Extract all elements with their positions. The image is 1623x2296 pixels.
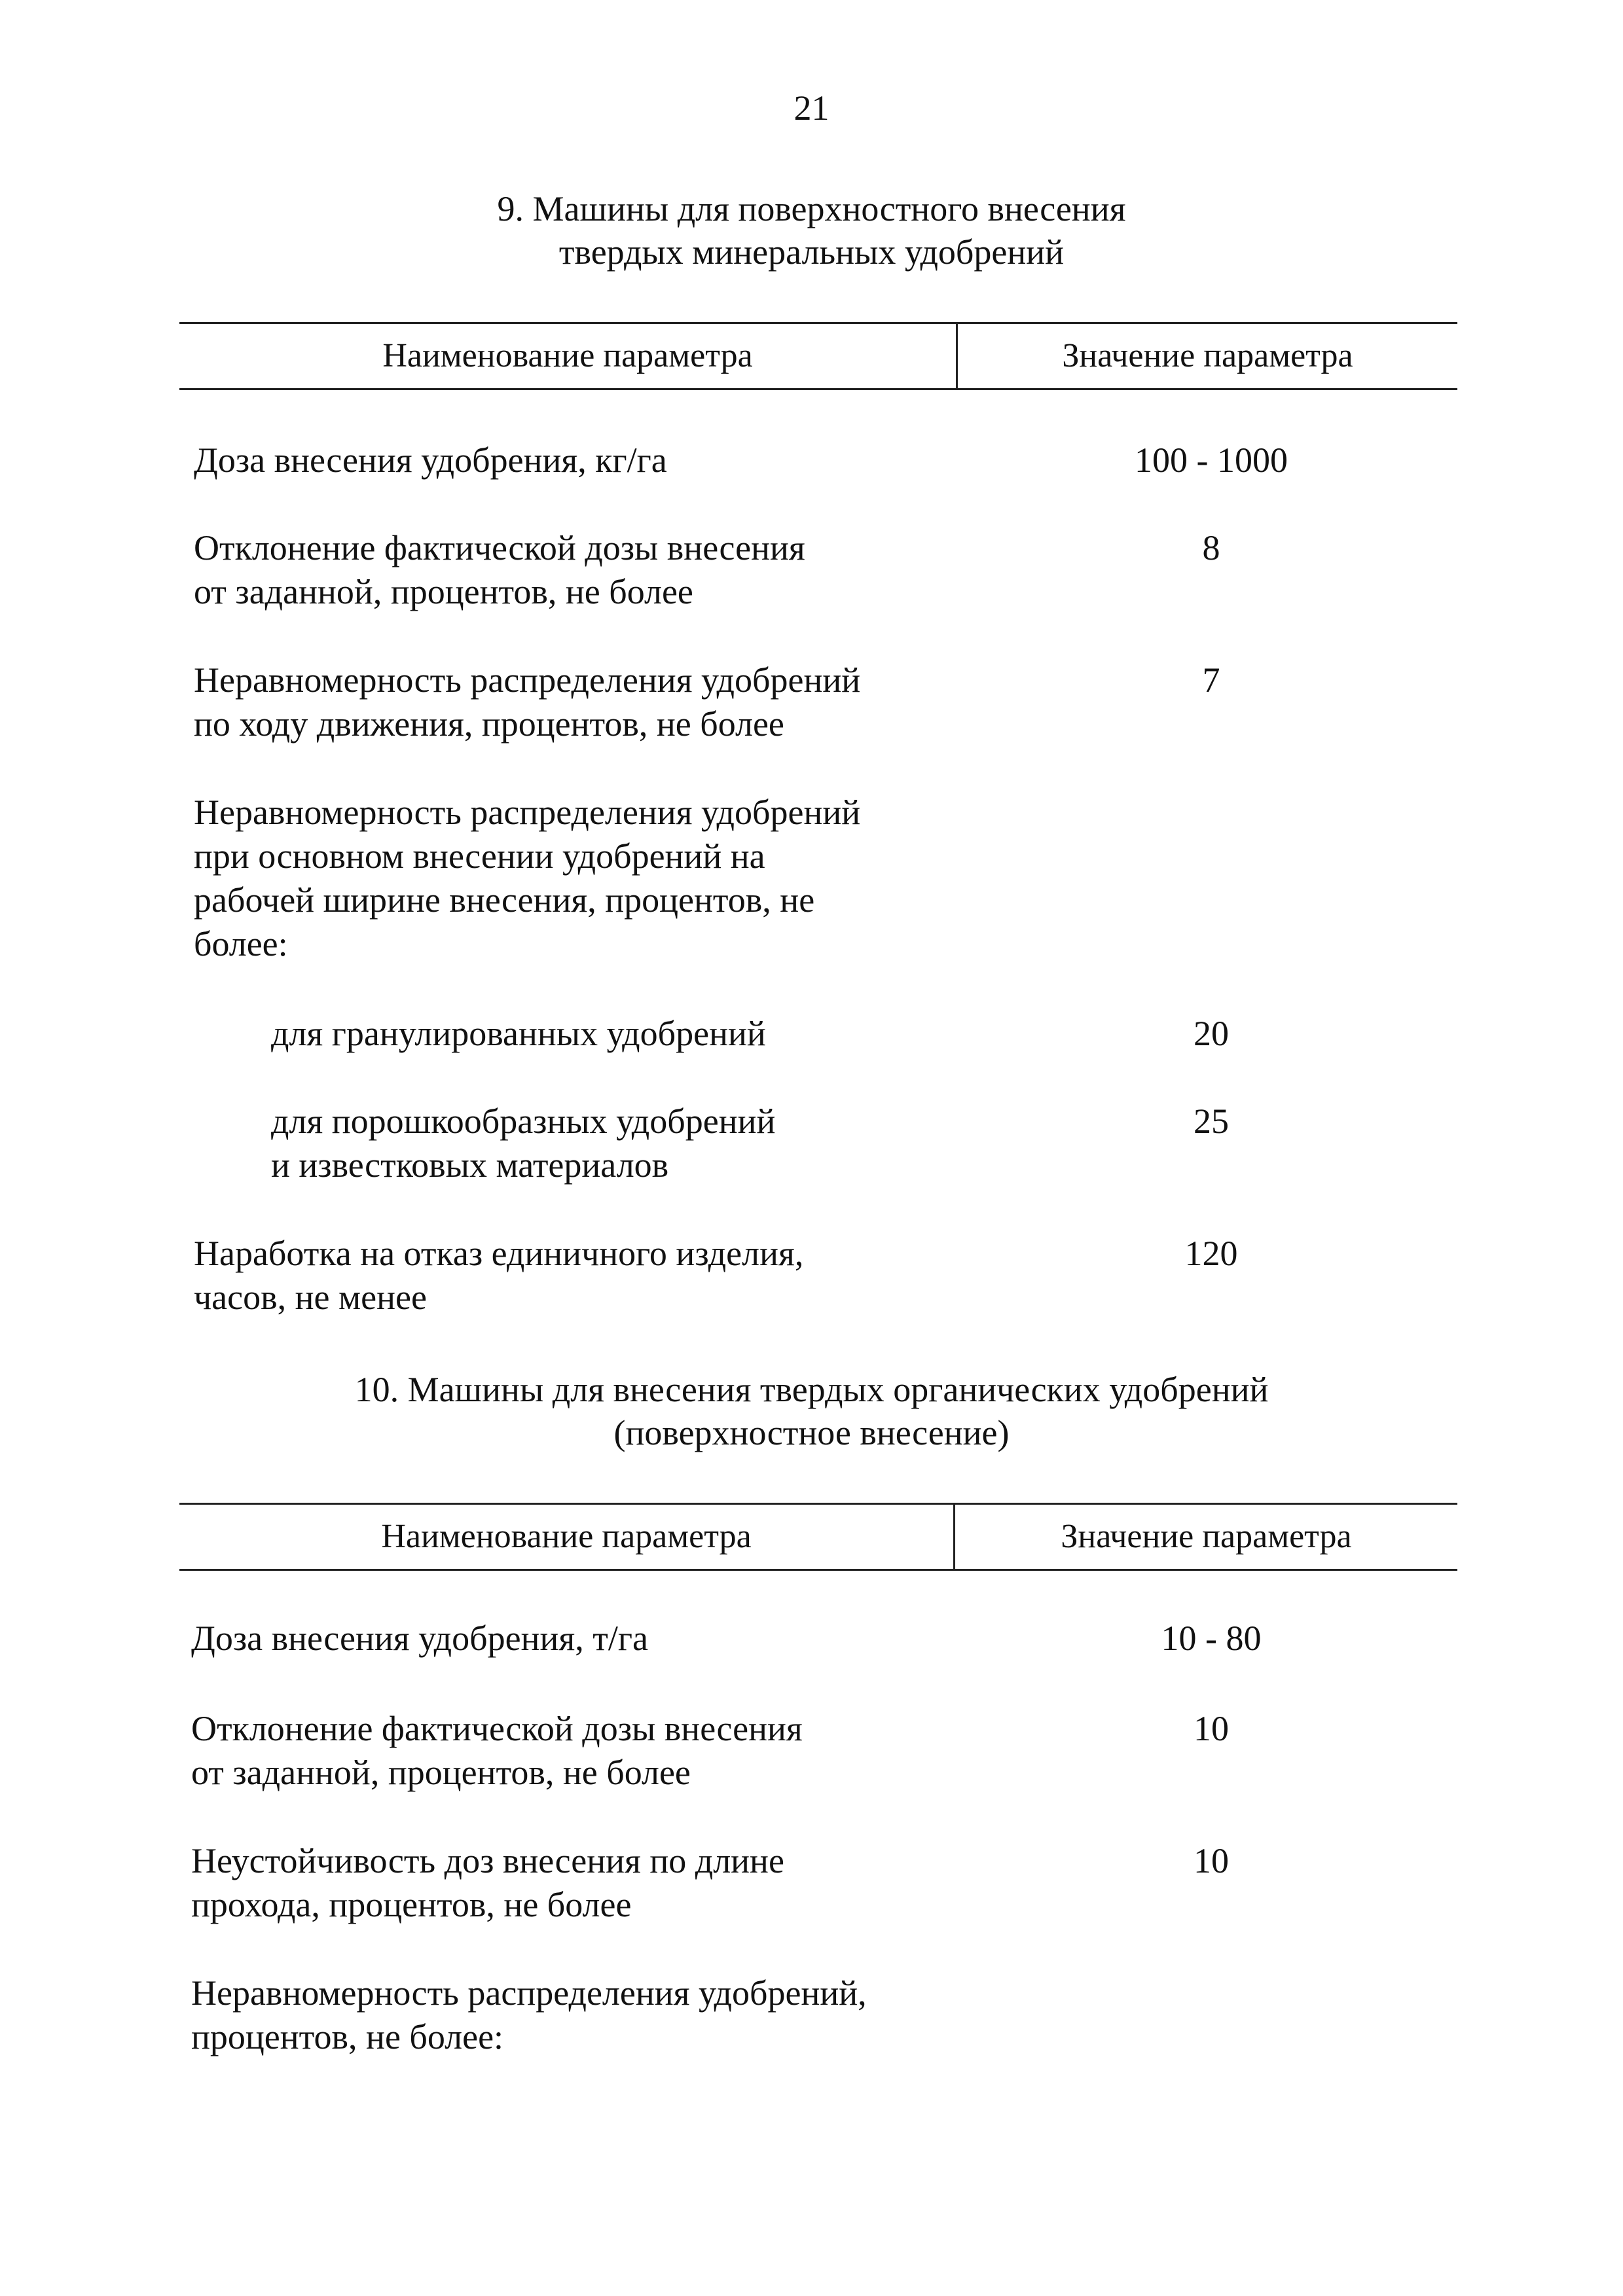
row-text-line: для гранулированных удобрений (271, 1014, 766, 1053)
row-text-line: Доза внесения удобрения, т/га (191, 1619, 648, 1658)
table-row-value: 120 (1184, 1234, 1238, 1273)
table-row-name (191, 1707, 803, 1795)
header-parameter-value: Значение параметра (1062, 337, 1353, 374)
row-text-line: Отклонение фактической дозы внесения (191, 1709, 803, 1748)
row-text-line: рабочей ширине внесения, процентов, не (194, 880, 815, 920)
table-row-name (194, 791, 860, 966)
table-row-value: 10 (1194, 1841, 1229, 1880)
section-title-line: (поверхностное внесение) (613, 1413, 1010, 1452)
row-text-line: от заданной, процентов, не более (191, 1753, 691, 1792)
row-text-line: процентов, не более: (191, 2017, 504, 2056)
table-row-name (191, 1971, 867, 2059)
row-text-line: Наработка на отказ единичного изделия, (194, 1234, 804, 1273)
row-text-line: Неустойчивость доз внесения по длине (191, 1841, 784, 1880)
table-row-name (191, 1839, 784, 1927)
row-text-line: прохода, процентов, не более (191, 1885, 632, 1924)
row-text-line: для порошкообразных удобрений (271, 1102, 776, 1141)
table-row-name (194, 1232, 803, 1319)
section-9-title (0, 187, 1623, 274)
section-title-line: твердых минеральных удобрений (558, 232, 1065, 272)
table-row-value: 10 (1194, 1709, 1229, 1748)
page-number: 21 (793, 88, 830, 128)
row-text-line: Доза внесения удобрения, кг/га (194, 440, 667, 480)
table-row-name (194, 439, 667, 482)
row-text-line: и известковых материалов (271, 1145, 669, 1185)
header-parameter-value: Значение параметра (1061, 1518, 1352, 1555)
table-row-value: 8 (1202, 528, 1220, 567)
table-row-value: 25 (1194, 1102, 1229, 1141)
row-text-line: более: (194, 924, 288, 963)
section-title-line: 9. Машины для поверхностного внесения (497, 189, 1126, 228)
row-text-line: Неравномерность распределения удобрений, (191, 1973, 867, 2013)
table-row-value: 100 - 1000 (1135, 440, 1288, 480)
row-text-line: Неравномерность распределения удобрений (194, 793, 861, 832)
section-10-table-header (179, 1503, 1457, 1571)
section-10-title (0, 1368, 1623, 1454)
table-row-name (194, 658, 860, 746)
table-row-name (194, 526, 805, 614)
row-text-line: при основном внесении удобрений на (194, 836, 765, 876)
row-text-line: часов, не менее (194, 1278, 427, 1317)
table-row-value: 20 (1194, 1014, 1229, 1053)
section-9-table-header (179, 322, 1457, 390)
table-row-name (271, 1100, 775, 1187)
row-text-line: по ходу движения, процентов, не более (194, 704, 784, 744)
row-text-line: Отклонение фактической дозы внесения (194, 528, 805, 567)
row-text-line: от заданной, процентов, не более (194, 572, 693, 611)
header-parameter-name: Наименование параметра (381, 1518, 752, 1555)
table-row-name (271, 1012, 766, 1056)
section-title-line: 10. Машины для внесения твердых органических удобрений (354, 1370, 1269, 1409)
table-row-name (191, 1617, 648, 1660)
table-row-value: 7 (1202, 660, 1220, 700)
row-text-line: Неравномерность распределения удобрений (194, 660, 861, 700)
header-parameter-name: Наименование параметра (382, 337, 753, 374)
table-row-value: 10 - 80 (1161, 1619, 1262, 1658)
